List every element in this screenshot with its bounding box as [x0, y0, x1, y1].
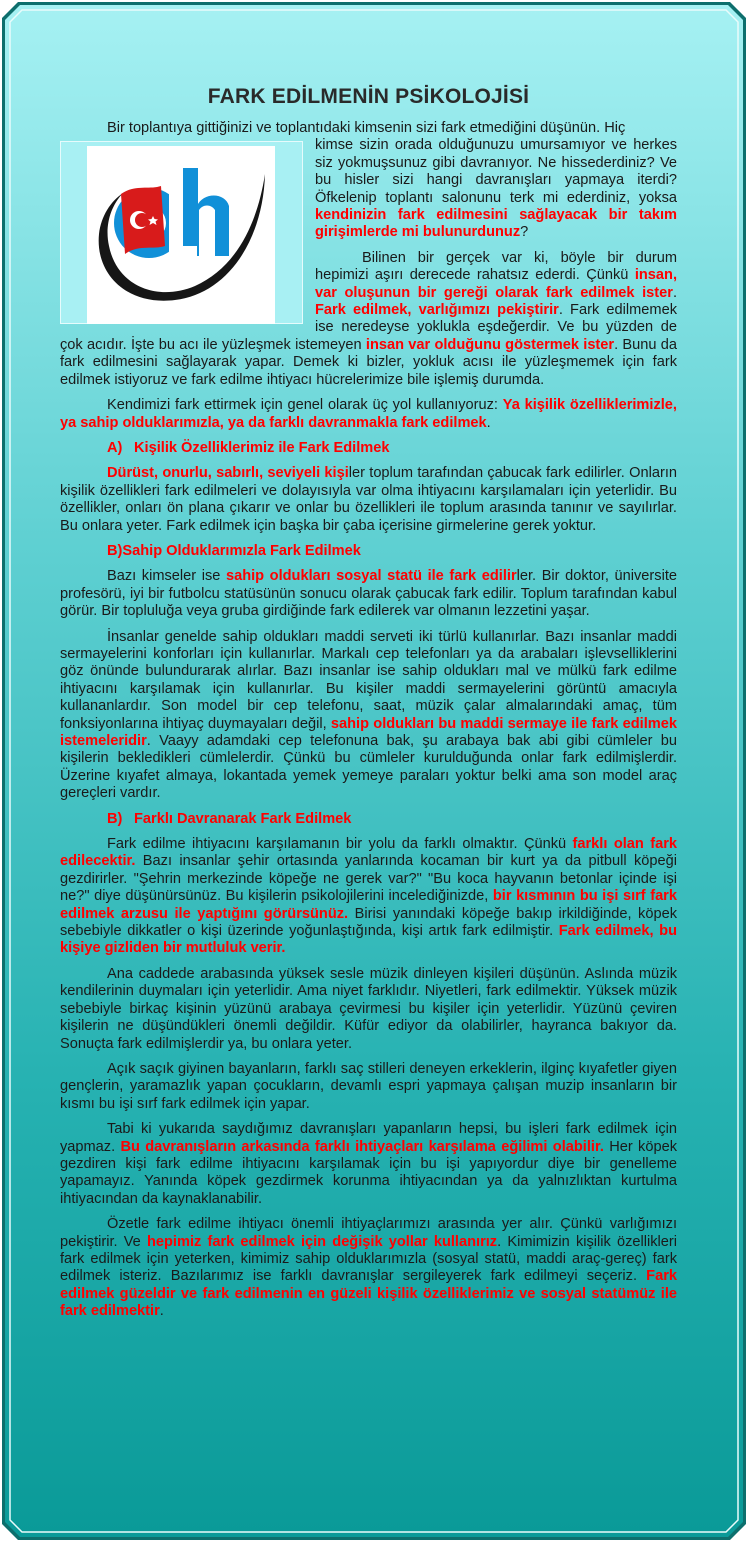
turkish-flag-icon — [121, 186, 165, 254]
section-b-heading: B)Sahip Olduklarımızla Fark Edilmek — [107, 542, 361, 559]
logo-panel — [60, 141, 303, 324]
section-c-paragraph-5: Özetle fark edilme ihtiyacı önemli ihtiyaçlarımızı arasında yer alır. Çünkü varlığımızı pekiştirir. Ve hepimiz fark edilmek için değişik yollar kullanırız. Kimimizin kişilik özellikleri fark edilmek için yeterken, kimimiz sahip olduklarımızla (sosyal statü, maddi araç-gereç) fark edilmek isteriz. Bazılarımız ise farklı davranışlar sergileyerek fark edilmeyi seçeriz. Fark edilmek güzeldir ve fark edilmenin en güzeli kişilik özelliklerimiz ve sosyal statümüz ile fark edilmektir. — [60, 1216, 677, 1320]
intro-paragraph-3: Kendimizi fark ettirmek için genel olarak üç yol kullanıyoruz: Ya kişilik özelliklerimizle, ya sahip olduklarımızla, ya da farklı davranmakla fark edilmek. — [60, 397, 677, 431]
intro-paragraph-lead — [60, 120, 677, 137]
section-b-paragraph-2: İnsanlar genelde sahip oldukları maddi serveti iki türlü kullanırlar. Bazı insanlar maddi sermayelerini konforları için kullanırlar. Markalı cep telefonları ya da arabaları işlevselliklerini göz önünde bulundurarak alırlar. Bazı insanlar ise sahip oldukları mal ve mülkü fark edilme ihtiyacını karşılamak için kullanırlar. Bu kişiler maddi sermayelerini görüntü amacıyla kullananlardır. Son model bir cep telefonu, saat, müzik çalar almalarındaki amaç, tüm fonksiyonlarına ihtiyaç duymayaları değil, sahip oldukları bu maddi sermaye ile fark edilmek istemeleridir. Vaayy adamdaki cep telefonuna bak, şu arabaya bak abi gibi cümleler bu kişilerin bekledikleri cümlelerdir. Çünkü bu cümleler kurulduğunda onlar fark edilmişlerdir. Üzerine kıyafet almaya, lokantada yemek yemeye paraları yoktur belki ama son model araç gereçleri vardır. — [60, 628, 677, 802]
section-b-paragraph-1: Bazı kimseler ise sahip oldukları sosyal statü ile fark edilirler. Bir doktor, üniversite profesörü, iyi bir futbolcu statüsünün sonucu olarak çabucak fark edilir. Toplum tarafından kabul görür. Bir topluluğa veya gruba girdiğinde fark edilerek var olmanın lezzetini yaşar. — [60, 568, 677, 620]
dh-logo-icon — [87, 146, 275, 324]
section-c-heading: B) Farklı Davranarak Fark Edilmek — [107, 810, 352, 827]
logo-image — [87, 146, 275, 324]
intro-1-text: kimse sizin orada olduğunuzu umursamıyor ve herkes siz yokmuşsunuz gibi davranıyor. Ne hissederdiniz? Ve bu hisler sizi hangi davranışları yapmaya iterdi? Öfkelenip toplantı salonunu terk mi ederdiniz, yoksa — [315, 137, 677, 206]
section-c-paragraph-3: Açık saçık giyinen bayanların, farklı saç stilleri deneyen erkeklerin, ilginç kıyafetler giyen gençlerin, yaramazlık yapan çocukların, devamlı espri yapmaya çalışan muzip insanların bir kısmı bu işi sırf fark edilmek için yapar. — [60, 1060, 677, 1112]
section-c-paragraph-2: Ana caddede arabasında yüksek sesle müzik dinleyen kişileri düşünün. Aslında müzik kendilerinin duymaları için yeterlidir. Ama niyet farklıdır. Niyetleri, fark edilmektir. Yüksek müzik sebebiyle birkaç kişinin yüzünü arabaya çevirmesi bu kişiler için yeterlidir. Yüzünü çeviren kişilerin ne düşündükleri önemli değildir. Küfür ediyor da olabilirler, hayranca bakıyor da. Sonuçta fark edilmişlerdir ya, bu onlara yeter. — [60, 965, 677, 1052]
intro-paragraph-2: Bilinen bir gerçek var ki, böyle bir durum hepimizi aşırı derecede rahatsız ederdi. Çünkü insan, var oluşunun bir gereği olarak fark edilmek ister. Fark edilmek, varlığımızı pekiştirir. Fark edilmemek ise neredeyse yoklukla eşdeğerdir. Ve bu yüzden de çok acıdır. İşte bu acı ile yüzleşmek istemeyen insan var olduğunu göstermek ister. Bunu da fark edilmesini sağlayarak yapar. Demek ki bizler, yokluk acısı ile yüzleşmemek için fark edilmek istiyoruz ve fark edilme ihtiyacı hücrelerimize bile işlemiş durumda. — [60, 249, 678, 388]
intro-1-highlight: kendinizin fark edilmesini sağlayacak bir takım girişimlerde mi bulunurdunuz — [315, 207, 677, 241]
intro-paragraph-1: kimse sizin orada olduğunuzu umursamıyor ve herkes siz yokmuşsunuz gibi davranıyor. Ne hissederdiniz? Ve bu hisler sizi hangi davranışları yapmaya iterdi? Öfkelenip toplantı salonunu terk mi ederdiniz, yoksa kendinizin fark edilmesini sağlayacak bir takım girişimlerde mi bulunurdunuz? — [315, 137, 677, 241]
page-title: FARK EDİLMENİN PSİKOLOJİSİ — [207, 85, 530, 108]
article-body — [60, 85, 678, 1329]
intro-lead-text: Bir toplantıya gittiğinizi ve toplantıdaki kimsenin sizi fark etmediğini düşünün. Hiç — [107, 120, 626, 136]
section-a-paragraph: Dürüst, onurlu, sabırlı, seviyeli kişiler toplum tarafından çabucak fark edilirler. Onların kişilik özellikleri fark edilmeleri ve dolayısıyla var olma ihtiyacını karşılamaları için yeterlidir. Bu özellikler, onları ön plana çıkarır ve onlar bu özellikleri ile toplum arasında tanınır ve sayılırlar. Bu onlara yeter. Fark edilmek için başka bir çaba içerisine girmelerine gerek yoktur. — [60, 465, 677, 534]
section-c-paragraph-1: Fark edilme ihtiyacını karşılamanın bir yolu da farklı olmaktır. Çünkü farklı olan fark edilecektir. Bazı insanlar şehir ortasında yanlarında kocaman bir kurt ya da pitbull köpeği gezdirirler. "Şehrin merkezinde köpeğe ne gerek var?" "Bu koca hayvanın betonlar içinde işi ne?" diye düşünürsünüz. Bu kişilerin psikolojilerini incelediğinizde, bir kısmının bu işi sırf fark edilmek arzusu ile yaptığını görürsünüz. Birisi yanındaki köpeğe bakıp irkildiğinde, köpek sebebiyle dikkatler o kişi üzerinde yoğunlaştığında, kişi artık fark edilmiştir. Fark edilmek, bu kişiye gizliden bir mutluluk verir. — [60, 836, 677, 957]
section-c-paragraph-4: Tabi ki yukarıda saydığımız davranışları yapanların hepsi, bu işleri fark edilmek için yapmaz. Bu davranışların arkasında farklı ihtiyaçları karşılama eğilimi olabilir. Her köpek gezdiren kişi fark edilme ihtiyacını karşılamak için bu işi yapıyordur diye bir genelleme yapamayız. Yanında köpek gezdirmek korunma ihtiyacından ya da yalnızlıktan kurtulma ihtiyacından da kaynaklanabilir. — [60, 1121, 677, 1207]
section-a-heading: A) Kişilik Özelliklerimiz ile Fark Edilmek — [107, 439, 390, 456]
